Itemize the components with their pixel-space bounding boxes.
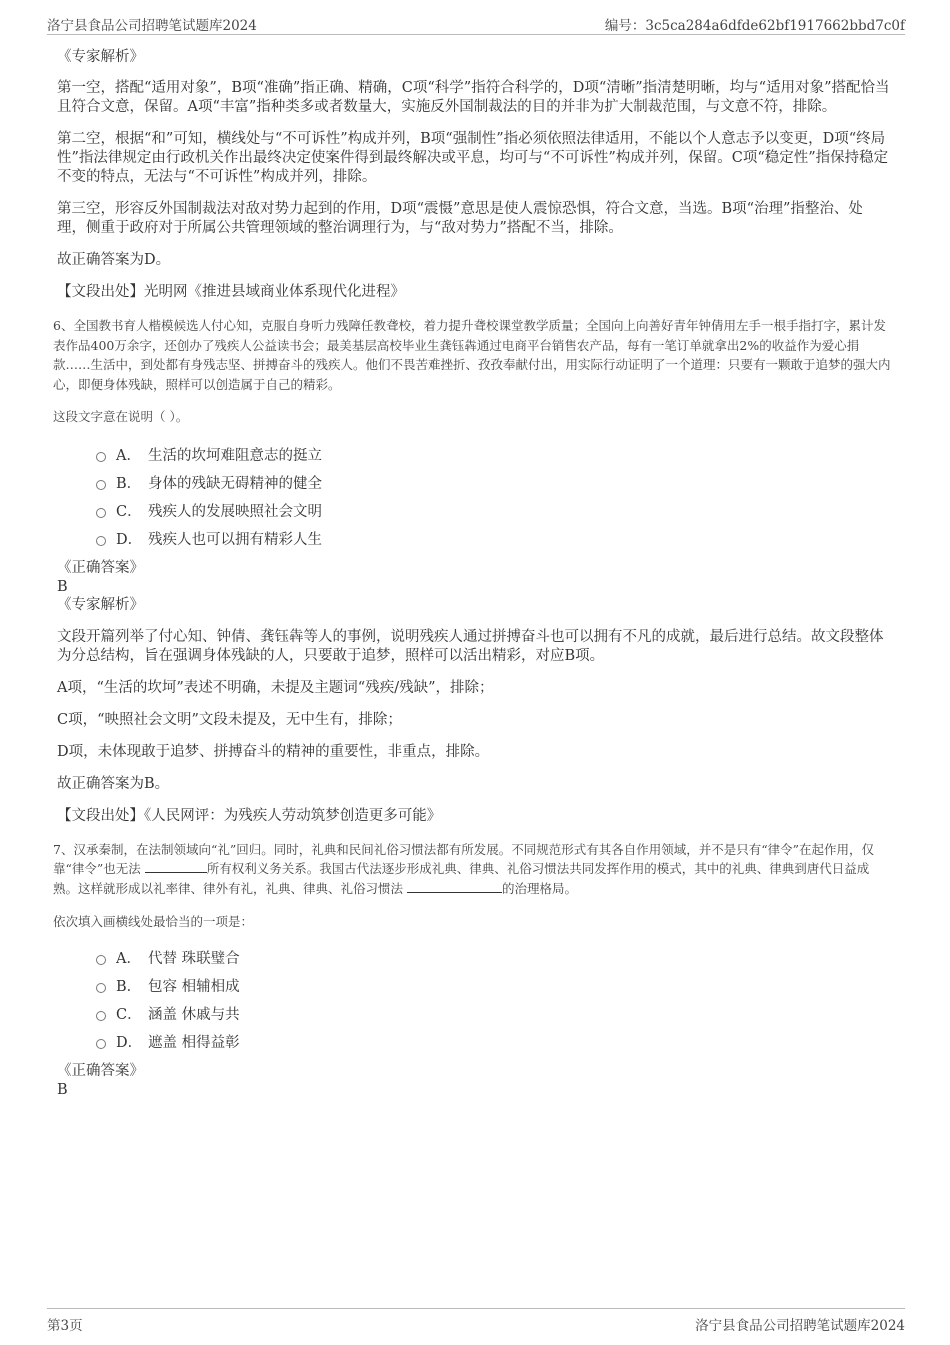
page-header: [47, 12, 905, 35]
q5-conclusion: 故正确答案为D。: [57, 252, 171, 268]
radio-icon[interactable]: [96, 452, 106, 462]
q7-question-part3: 的治理格局。: [502, 880, 578, 896]
footer-page-number: 第3页: [47, 1318, 83, 1334]
q5-analysis-para1: 第一空，搭配“适用对象”，B项“准确”指正确、精确，C项“科学”指符合科学的，D项“清晰”指清楚明晰，均与“适用对象”搭配恰当且符合文意，保留。A项“丰富”指种类多或者数量大，实施反外国制裁法的目的并非为扩大制裁范围，与文意不符，排除。: [57, 80, 890, 115]
q6-source: 【文段出处】《人民网评：为残疾人劳动筑梦创造更多可能》: [57, 807, 442, 824]
option-letter: B．: [116, 476, 142, 492]
option-letter: A．: [116, 951, 141, 967]
q7-question-part2: 所有权利义务关系。我国古代法逐步形成礼典、律典、礼俗习惯法共同发挥作用的模式，其中的礼典、律典到唐代日益成熟。这样就形成以礼率律、律外有礼，礼典、律典、礼俗习惯法: [53, 861, 870, 896]
q6-answer-label: 《正确答案》: [57, 559, 144, 576]
q6-option-b[interactable]: [96, 469, 891, 497]
q7-blank-1: [145, 860, 207, 873]
q7-answer: B: [57, 1081, 68, 1098]
radio-icon[interactable]: [96, 480, 106, 490]
footer-title: 洛宁县食品公司招聘笔试题库2024: [695, 1318, 905, 1334]
q6-expert-label: 《专家解析》: [57, 596, 144, 613]
q6-analysis-para4: D项，未体现敢于追梦、拼搏奋斗的精神的重要性，非重点，排除。: [57, 743, 490, 760]
option-letter: B．: [116, 979, 142, 995]
option-text: 遮盖 相得益彰: [148, 1035, 240, 1051]
q6-option-c[interactable]: [96, 497, 891, 525]
q5-analysis-para3: 第三空，形容反外国制裁法对敌对势力起到的作用，D项“震慑”意思是使人震惊恐惧，符合文意，当选。B项“治理”指整治、处理，侧重于政府对于所属公共管理领域的整治调理行为，与“敌对势力”搭配不当，排除。: [57, 201, 863, 236]
q6-conclusion: 故正确答案为B。: [57, 775, 170, 792]
option-text: 涵盖 休戚与共: [148, 1007, 240, 1023]
q6-option-d[interactable]: [96, 525, 891, 553]
option-letter: D．: [116, 532, 143, 548]
header-title: 洛宁县食品公司招聘笔试题库2024: [47, 18, 257, 34]
q5-source: 【文段出处】光明网《推进县域商业体系现代化进程》: [57, 284, 405, 300]
document-content: [53, 48, 891, 1099]
q7-option-c[interactable]: [96, 1000, 891, 1028]
q7-answer-label: 《正确答案》: [57, 1062, 144, 1079]
radio-icon[interactable]: [96, 983, 106, 993]
option-text: 包容 相辅相成: [148, 979, 240, 995]
radio-icon[interactable]: [96, 1011, 106, 1021]
q7-option-b[interactable]: [96, 972, 891, 1000]
q7-options: [96, 944, 891, 1056]
radio-icon[interactable]: [96, 1039, 106, 1049]
radio-icon[interactable]: [96, 508, 106, 518]
q5-expert-label: 《专家解析》: [57, 49, 144, 65]
option-text: 残疾人也可以拥有精彩人生: [148, 532, 322, 548]
option-letter: A．: [116, 448, 141, 464]
q7-question: [53, 840, 891, 899]
q7-prompt: 依次填入画横线处最恰当的一项是：: [53, 914, 254, 929]
option-letter: D．: [116, 1035, 143, 1051]
q6-options: [96, 441, 891, 553]
radio-icon[interactable]: [96, 536, 106, 546]
q7-option-d[interactable]: [96, 1028, 891, 1056]
q7-option-a[interactable]: [96, 944, 891, 972]
option-text: 代替 珠联璧合: [148, 951, 240, 967]
header-code: 编号：3c5ca284a6dfde62bf1917662bbd7c0f: [604, 18, 905, 34]
q7-question-part1: 7、汉承秦制，在法制领域向“礼”回归。同时，礼典和民间礼俗习惯法都有所发展。不同规范形式有其各自作用领域，并不是只有“律令”在起作用，仅靠“律令”也无法: [53, 841, 875, 876]
option-text: 残疾人的发展映照社会文明: [148, 504, 322, 520]
q6-option-a[interactable]: [96, 441, 891, 469]
option-letter: C．: [116, 1007, 142, 1023]
q5-analysis-para2: 第二空，根据“和”可知，横线处与“不可诉性”构成并列，B项“强制性”指必须依照法律适用，不能以个人意志予以变更，D项“终局性”指法律规定由行政机关作出最终决定使案件得到最终解决或平息，均可与“不可诉性”构成并列，保留。C项“稳定性”指保持稳定不变的特点，无法与“不可诉性”构成并列，排除。: [57, 131, 889, 185]
q6-analysis-para3: C项，“映照社会文明”文段未提及，无中生有，排除；: [57, 711, 402, 728]
q6-analysis-para2: A项，“生活的坎坷”表述不明确，未提及主题词“残疾/残缺”，排除；: [57, 679, 494, 696]
option-text: 身体的残缺无碍精神的健全: [148, 476, 322, 492]
q6-prompt: 这段文字意在说明（ ）。: [53, 409, 189, 424]
q6-question: 6、全国教书育人楷模候选人付心知，克服自身听力残障任教聋校，着力提升聋校课堂教学质量；全国向上向善好青年钟倩用左手一根手指打字，累计发表作品400万余字，还创办了残疾人公益读书会；最美基层高校毕业生龚钰犇通过电商平台销售农产品，每有一笔订单就拿出2%的收益作为爱心捐款……生活中，到处都有身残志坚、拼搏奋斗的残疾人。他们不畏苦难挫折、孜孜奉献付出，用实际行动证明了一个道理：只要有一颗敢于追梦的强大内心，即便身体残缺，照样可以创造属于自己的精彩。: [53, 318, 891, 392]
radio-icon[interactable]: [96, 955, 106, 965]
option-letter: C．: [116, 504, 142, 520]
page-footer: [47, 1308, 905, 1333]
q6-answer: B: [57, 578, 68, 595]
q6-analysis-para1: 文段开篇列举了付心知、钟倩、龚钰犇等人的事例，说明残疾人通过拼搏奋斗也可以拥有不凡的成就，最后进行总结。故文段整体为分总结构，旨在强调身体残缺的人，只要敢于追梦，照样可以活出精彩，对应B项。: [57, 628, 884, 664]
option-text: 生活的坎坷难阻意志的挺立: [148, 448, 322, 464]
q7-blank-2: [407, 880, 502, 893]
